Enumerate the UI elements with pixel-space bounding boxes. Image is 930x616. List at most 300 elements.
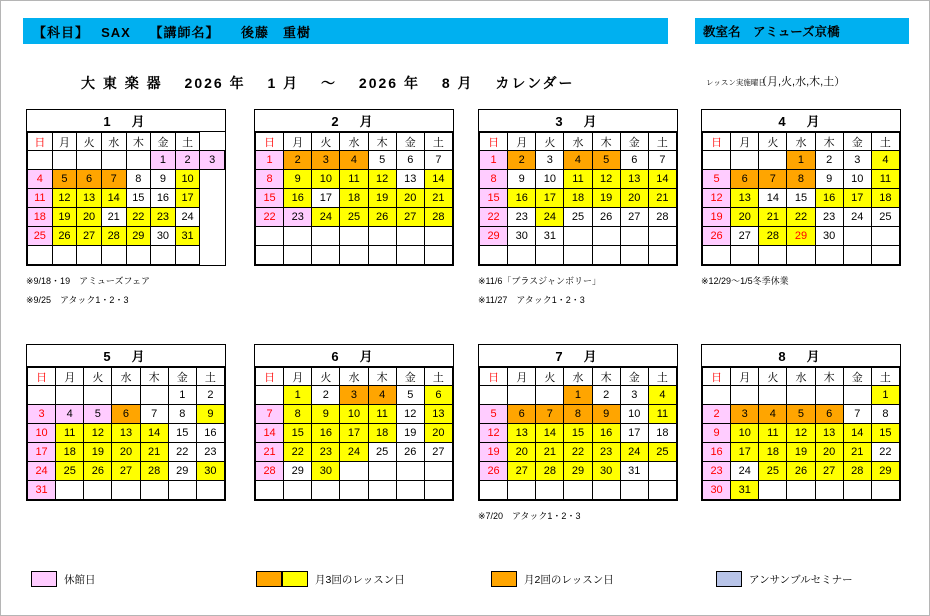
day-cell[interactable]: 19 [84,443,112,462]
day-cell[interactable] [126,151,151,170]
day-cell[interactable] [140,481,168,500]
day-cell[interactable]: 22 [787,208,815,227]
day-cell[interactable]: 31 [620,462,648,481]
day-cell[interactable] [508,386,536,405]
day-cell[interactable]: 30 [508,227,536,246]
day-cell[interactable] [703,246,731,265]
day-cell[interactable]: 4 [28,170,53,189]
day-cell[interactable]: 20 [112,443,140,462]
day-cell[interactable]: 19 [787,443,815,462]
day-cell[interactable]: 23 [508,208,536,227]
day-cell[interactable]: 14 [843,424,871,443]
day-cell[interactable]: 17 [340,424,368,443]
day-cell[interactable]: 7 [101,170,126,189]
day-cell[interactable]: 26 [480,462,508,481]
day-cell[interactable]: 24 [175,208,200,227]
day-cell[interactable]: 28 [648,208,676,227]
day-cell[interactable]: 5 [368,151,396,170]
day-cell[interactable] [312,246,340,265]
day-cell[interactable]: 2 [815,151,843,170]
day-cell[interactable] [843,386,871,405]
day-cell[interactable]: 10 [731,424,759,443]
day-cell[interactable]: 21 [256,443,284,462]
day-cell[interactable] [340,246,368,265]
day-cell[interactable]: 28 [256,462,284,481]
day-cell[interactable]: 5 [787,405,815,424]
day-cell[interactable] [592,481,620,500]
day-cell[interactable] [256,227,284,246]
day-cell[interactable] [84,386,112,405]
day-cell[interactable] [340,462,368,481]
day-cell[interactable]: 22 [256,208,284,227]
day-cell[interactable]: 27 [731,227,759,246]
day-cell[interactable]: 10 [312,170,340,189]
day-cell[interactable] [787,386,815,405]
day-cell[interactable]: 27 [396,208,424,227]
day-cell[interactable]: 16 [312,424,340,443]
day-cell[interactable]: 2 [175,151,200,170]
day-cell[interactable]: 15 [787,189,815,208]
day-cell[interactable]: 9 [196,405,224,424]
day-cell[interactable] [731,151,759,170]
day-cell[interactable] [536,246,564,265]
day-cell[interactable]: 6 [620,151,648,170]
day-cell[interactable] [28,246,53,265]
day-cell[interactable]: 19 [368,189,396,208]
day-cell[interactable]: 12 [787,424,815,443]
day-cell[interactable]: 13 [396,170,424,189]
day-cell[interactable] [368,246,396,265]
day-cell[interactable] [648,462,676,481]
day-cell[interactable] [480,246,508,265]
day-cell[interactable]: 25 [340,208,368,227]
day-cell[interactable]: 25 [871,208,899,227]
day-cell[interactable]: 4 [564,151,592,170]
day-cell[interactable]: 7 [648,151,676,170]
day-cell[interactable]: 23 [592,443,620,462]
day-cell[interactable]: 12 [368,170,396,189]
day-cell[interactable]: 1 [151,151,176,170]
day-cell[interactable]: 17 [620,424,648,443]
day-cell[interactable]: 21 [101,208,126,227]
day-cell[interactable]: 5 [84,405,112,424]
day-cell[interactable]: 15 [256,189,284,208]
day-cell[interactable]: 9 [508,170,536,189]
day-cell[interactable]: 16 [815,189,843,208]
day-cell[interactable] [703,151,731,170]
day-cell[interactable]: 3 [536,151,564,170]
day-cell[interactable]: 2 [592,386,620,405]
day-cell[interactable] [284,227,312,246]
day-cell[interactable] [368,227,396,246]
day-cell[interactable]: 8 [168,405,196,424]
day-cell[interactable]: 14 [424,170,452,189]
day-cell[interactable]: 12 [703,189,731,208]
day-cell[interactable]: 22 [126,208,151,227]
day-cell[interactable]: 16 [592,424,620,443]
day-cell[interactable]: 9 [703,424,731,443]
day-cell[interactable]: 21 [759,208,787,227]
day-cell[interactable]: 20 [424,424,452,443]
day-cell[interactable]: 4 [340,151,368,170]
day-cell[interactable]: 15 [564,424,592,443]
day-cell[interactable]: 6 [815,405,843,424]
day-cell[interactable]: 1 [168,386,196,405]
day-cell[interactable]: 13 [508,424,536,443]
day-cell[interactable]: 6 [424,386,452,405]
day-cell[interactable] [731,246,759,265]
day-cell[interactable]: 29 [564,462,592,481]
day-cell[interactable]: 6 [112,405,140,424]
day-cell[interactable] [703,386,731,405]
day-cell[interactable]: 22 [871,443,899,462]
day-cell[interactable]: 12 [396,405,424,424]
day-cell[interactable]: 28 [759,227,787,246]
day-cell[interactable] [648,481,676,500]
day-cell[interactable] [196,481,224,500]
day-cell[interactable] [256,246,284,265]
day-cell[interactable]: 12 [592,170,620,189]
day-cell[interactable]: 23 [703,462,731,481]
day-cell[interactable]: 8 [871,405,899,424]
day-cell[interactable]: 5 [396,386,424,405]
day-cell[interactable]: 26 [52,227,77,246]
day-cell[interactable]: 12 [84,424,112,443]
day-cell[interactable]: 24 [620,443,648,462]
day-cell[interactable]: 20 [77,208,102,227]
day-cell[interactable] [126,246,151,265]
day-cell[interactable]: 3 [620,386,648,405]
day-cell[interactable] [52,246,77,265]
day-cell[interactable] [620,227,648,246]
day-cell[interactable] [508,246,536,265]
day-cell[interactable]: 30 [815,227,843,246]
day-cell[interactable]: 19 [480,443,508,462]
day-cell[interactable] [843,481,871,500]
day-cell[interactable] [424,227,452,246]
day-cell[interactable]: 11 [564,170,592,189]
day-cell[interactable]: 23 [312,443,340,462]
day-cell[interactable] [340,227,368,246]
day-cell[interactable] [871,246,899,265]
day-cell[interactable] [759,151,787,170]
day-cell[interactable]: 19 [592,189,620,208]
day-cell[interactable]: 8 [564,405,592,424]
day-cell[interactable]: 17 [536,189,564,208]
day-cell[interactable]: 27 [112,462,140,481]
day-cell[interactable]: 28 [536,462,564,481]
day-cell[interactable]: 11 [648,405,676,424]
day-cell[interactable]: 10 [340,405,368,424]
day-cell[interactable]: 4 [56,405,84,424]
day-cell[interactable]: 18 [759,443,787,462]
day-cell[interactable] [424,462,452,481]
day-cell[interactable]: 13 [620,170,648,189]
day-cell[interactable]: 17 [28,443,56,462]
day-cell[interactable]: 11 [871,170,899,189]
day-cell[interactable] [787,481,815,500]
day-cell[interactable] [151,246,176,265]
day-cell[interactable]: 3 [28,405,56,424]
day-cell[interactable]: 14 [759,189,787,208]
day-cell[interactable]: 5 [52,170,77,189]
day-cell[interactable]: 10 [843,170,871,189]
day-cell[interactable] [112,386,140,405]
day-cell[interactable]: 16 [151,189,176,208]
day-cell[interactable] [815,481,843,500]
day-cell[interactable] [648,246,676,265]
day-cell[interactable]: 2 [196,386,224,405]
day-cell[interactable]: 6 [731,170,759,189]
day-cell[interactable]: 30 [312,462,340,481]
day-cell[interactable]: 25 [56,462,84,481]
day-cell[interactable]: 16 [703,443,731,462]
day-cell[interactable] [396,227,424,246]
day-cell[interactable] [592,246,620,265]
day-cell[interactable] [564,481,592,500]
day-cell[interactable]: 28 [140,462,168,481]
day-cell[interactable]: 25 [648,443,676,462]
day-cell[interactable]: 9 [151,170,176,189]
day-cell[interactable]: 15 [168,424,196,443]
day-cell[interactable]: 21 [424,189,452,208]
day-cell[interactable]: 26 [703,227,731,246]
day-cell[interactable] [843,246,871,265]
day-cell[interactable]: 10 [536,170,564,189]
day-cell[interactable]: 7 [843,405,871,424]
day-cell[interactable] [52,151,77,170]
day-cell[interactable]: 27 [424,443,452,462]
day-cell[interactable]: 4 [648,386,676,405]
day-cell[interactable]: 4 [871,151,899,170]
day-cell[interactable] [396,246,424,265]
day-cell[interactable]: 21 [843,443,871,462]
day-cell[interactable] [871,227,899,246]
day-cell[interactable]: 13 [424,405,452,424]
day-cell[interactable]: 17 [731,443,759,462]
day-cell[interactable]: 4 [759,405,787,424]
day-cell[interactable] [284,246,312,265]
day-cell[interactable]: 8 [126,170,151,189]
day-cell[interactable]: 3 [312,151,340,170]
day-cell[interactable]: 2 [508,151,536,170]
day-cell[interactable] [101,246,126,265]
day-cell[interactable] [536,386,564,405]
day-cell[interactable]: 10 [28,424,56,443]
day-cell[interactable]: 27 [77,227,102,246]
day-cell[interactable]: 8 [480,170,508,189]
day-cell[interactable]: 18 [564,189,592,208]
day-cell[interactable]: 19 [703,208,731,227]
day-cell[interactable]: 24 [536,208,564,227]
day-cell[interactable]: 3 [843,151,871,170]
day-cell[interactable] [871,481,899,500]
day-cell[interactable] [140,386,168,405]
day-cell[interactable] [368,462,396,481]
day-cell[interactable]: 23 [284,208,312,227]
day-cell[interactable]: 13 [112,424,140,443]
day-cell[interactable]: 22 [564,443,592,462]
day-cell[interactable]: 20 [508,443,536,462]
day-cell[interactable] [508,481,536,500]
day-cell[interactable]: 11 [28,189,53,208]
day-cell[interactable]: 23 [151,208,176,227]
day-cell[interactable]: 25 [759,462,787,481]
day-cell[interactable]: 22 [480,208,508,227]
day-cell[interactable]: 2 [703,405,731,424]
day-cell[interactable]: 21 [140,443,168,462]
day-cell[interactable]: 7 [256,405,284,424]
day-cell[interactable] [56,386,84,405]
day-cell[interactable]: 15 [480,189,508,208]
day-cell[interactable] [620,246,648,265]
day-cell[interactable]: 9 [815,170,843,189]
day-cell[interactable] [84,481,112,500]
day-cell[interactable]: 14 [648,170,676,189]
day-cell[interactable]: 12 [52,189,77,208]
day-cell[interactable]: 30 [703,481,731,500]
day-cell[interactable]: 7 [536,405,564,424]
day-cell[interactable] [424,246,452,265]
day-cell[interactable]: 6 [77,170,102,189]
day-cell[interactable]: 30 [151,227,176,246]
day-cell[interactable]: 26 [368,208,396,227]
day-cell[interactable]: 29 [284,462,312,481]
day-cell[interactable] [340,481,368,500]
day-cell[interactable]: 21 [536,443,564,462]
day-cell[interactable]: 31 [175,227,200,246]
day-cell[interactable]: 17 [312,189,340,208]
day-cell[interactable]: 3 [340,386,368,405]
day-cell[interactable]: 3 [731,405,759,424]
day-cell[interactable]: 15 [284,424,312,443]
day-cell[interactable]: 26 [592,208,620,227]
day-cell[interactable] [843,227,871,246]
day-cell[interactable]: 15 [871,424,899,443]
day-cell[interactable]: 27 [815,462,843,481]
day-cell[interactable]: 5 [703,170,731,189]
day-cell[interactable] [28,151,53,170]
day-cell[interactable] [56,481,84,500]
day-cell[interactable]: 24 [731,462,759,481]
day-cell[interactable]: 18 [28,208,53,227]
day-cell[interactable]: 10 [175,170,200,189]
day-cell[interactable] [175,246,200,265]
day-cell[interactable]: 24 [312,208,340,227]
day-cell[interactable] [396,481,424,500]
day-cell[interactable]: 26 [84,462,112,481]
day-cell[interactable]: 5 [592,151,620,170]
day-cell[interactable] [759,481,787,500]
day-cell[interactable]: 17 [175,189,200,208]
day-cell[interactable]: 28 [424,208,452,227]
day-cell[interactable]: 8 [284,405,312,424]
day-cell[interactable]: 11 [368,405,396,424]
day-cell[interactable]: 27 [620,208,648,227]
day-cell[interactable]: 3 [200,151,225,170]
day-cell[interactable] [592,227,620,246]
day-cell[interactable] [480,386,508,405]
day-cell[interactable] [256,481,284,500]
day-cell[interactable] [312,227,340,246]
day-cell[interactable]: 7 [424,151,452,170]
day-cell[interactable]: 18 [368,424,396,443]
day-cell[interactable]: 17 [843,189,871,208]
day-cell[interactable] [620,481,648,500]
day-cell[interactable]: 29 [126,227,151,246]
day-cell[interactable]: 31 [536,227,564,246]
day-cell[interactable]: 30 [196,462,224,481]
day-cell[interactable] [396,462,424,481]
day-cell[interactable] [815,386,843,405]
day-cell[interactable]: 19 [396,424,424,443]
day-cell[interactable]: 28 [101,227,126,246]
day-cell[interactable]: 24 [843,208,871,227]
day-cell[interactable]: 20 [620,189,648,208]
day-cell[interactable]: 2 [312,386,340,405]
day-cell[interactable]: 12 [480,424,508,443]
day-cell[interactable]: 8 [256,170,284,189]
day-cell[interactable]: 21 [648,189,676,208]
day-cell[interactable]: 14 [536,424,564,443]
day-cell[interactable]: 18 [56,443,84,462]
day-cell[interactable] [759,246,787,265]
day-cell[interactable]: 16 [196,424,224,443]
day-cell[interactable] [284,481,312,500]
day-cell[interactable] [787,246,815,265]
day-cell[interactable]: 11 [56,424,84,443]
day-cell[interactable] [77,246,102,265]
day-cell[interactable]: 1 [871,386,899,405]
day-cell[interactable]: 13 [77,189,102,208]
day-cell[interactable]: 22 [168,443,196,462]
day-cell[interactable] [648,227,676,246]
day-cell[interactable]: 18 [871,189,899,208]
day-cell[interactable]: 1 [480,151,508,170]
day-cell[interactable]: 23 [815,208,843,227]
day-cell[interactable]: 20 [396,189,424,208]
day-cell[interactable]: 29 [168,462,196,481]
day-cell[interactable]: 4 [368,386,396,405]
day-cell[interactable] [759,386,787,405]
day-cell[interactable]: 5 [480,405,508,424]
day-cell[interactable]: 10 [620,405,648,424]
day-cell[interactable] [536,481,564,500]
day-cell[interactable]: 16 [508,189,536,208]
day-cell[interactable] [424,481,452,500]
day-cell[interactable]: 11 [759,424,787,443]
day-cell[interactable]: 9 [284,170,312,189]
day-cell[interactable]: 8 [787,170,815,189]
day-cell[interactable]: 20 [815,443,843,462]
day-cell[interactable]: 7 [140,405,168,424]
day-cell[interactable]: 18 [340,189,368,208]
day-cell[interactable]: 31 [731,481,759,500]
day-cell[interactable]: 1 [564,386,592,405]
day-cell[interactable] [564,227,592,246]
day-cell[interactable]: 14 [140,424,168,443]
day-cell[interactable]: 28 [843,462,871,481]
day-cell[interactable]: 27 [508,462,536,481]
day-cell[interactable]: 24 [28,462,56,481]
day-cell[interactable] [731,386,759,405]
day-cell[interactable] [815,246,843,265]
day-cell[interactable]: 1 [284,386,312,405]
day-cell[interactable]: 2 [284,151,312,170]
day-cell[interactable]: 18 [648,424,676,443]
day-cell[interactable]: 1 [787,151,815,170]
day-cell[interactable]: 29 [871,462,899,481]
